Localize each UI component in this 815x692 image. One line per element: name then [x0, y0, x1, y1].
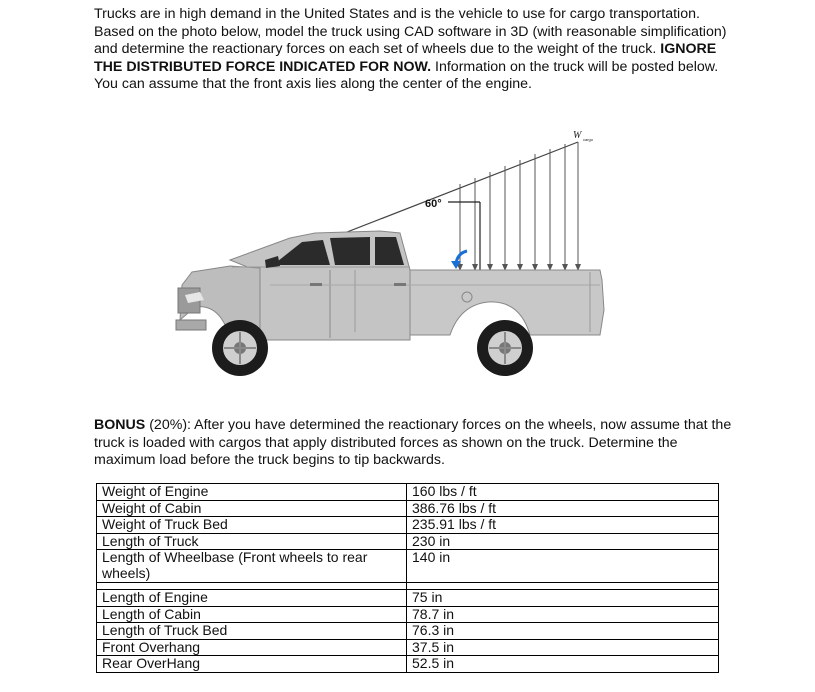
- intro-bold-instruction: IGNORE THE DISTRIBUTED FORCE INDICATED FOR NOW.: [94, 41, 717, 75]
- intro-text-end: Information on the truck will be posted below. You can assume that the front axis lies along the center of the engine.: [94, 58, 719, 93]
- table-row: [97, 484, 719, 501]
- bonus-text: (20%): After you have determined the reactionary forces on the wheels, now assume that the truck is loaded with cargos that apply distributed forces as shown on the truck. Determine the maximum load before the truck begins to tip backwards.: [94, 417, 732, 469]
- table-row: [97, 623, 719, 640]
- spec-value: 160 lbs / ft: [407, 484, 719, 501]
- table-row: [97, 606, 719, 623]
- spec-label: Length of Engine: [97, 590, 407, 607]
- intro-paragraph: [94, 6, 734, 94]
- spec-value: 37.5 in: [407, 639, 719, 656]
- truck-figure: [170, 120, 630, 395]
- spec-label: Weight of Truck Bed: [97, 517, 407, 534]
- spec-label: Front Overhang: [97, 639, 407, 656]
- load-subscript: cargo: [583, 137, 594, 142]
- table-row: [97, 590, 719, 607]
- spacer-cell: [407, 583, 719, 590]
- spec-value: 230 in: [407, 533, 719, 550]
- spec-value: 235.91 lbs / ft: [407, 517, 719, 534]
- spec-value: 52.5 in: [407, 656, 719, 673]
- spec-label: Length of Wheelbase (Front wheels to rear wheels): [97, 550, 407, 583]
- intro-text: Trucks are in high demand in the United States and is the vehicle to use for cargo transportation. Based on the photo below, model the truck using CAD software in 3D (with reasonable simplification) and determine the reactionary forces on each set of wheels due to the weight of the truck.: [94, 6, 727, 58]
- spec-label: Length of Truck: [97, 533, 407, 550]
- spec-label: Length of Truck Bed: [97, 623, 407, 640]
- spec-value: 75 in: [407, 590, 719, 607]
- spec-value: 78.7 in: [407, 606, 719, 623]
- table-row: [97, 517, 719, 534]
- bonus-label: BONUS: [94, 417, 146, 433]
- front-wheel: [212, 320, 268, 376]
- bonus-paragraph: [94, 417, 734, 470]
- truck-spec-table: [96, 483, 719, 673]
- spec-label: Length of Cabin: [97, 606, 407, 623]
- spec-value: 386.76 lbs / ft: [407, 500, 719, 517]
- table-row: [97, 656, 719, 673]
- pickup-truck: [176, 231, 604, 376]
- spec-label: Rear OverHang: [97, 656, 407, 673]
- spec-value: 76.3 in: [407, 623, 719, 640]
- rear-wheel: [477, 320, 533, 376]
- spec-value: 140 in: [407, 550, 719, 583]
- table-row: [97, 639, 719, 656]
- table-row: [97, 533, 719, 550]
- table-row: [97, 550, 719, 583]
- angle-label: 60°: [425, 198, 442, 210]
- load-label: W: [573, 130, 582, 141]
- spec-label: Weight of Cabin: [97, 500, 407, 517]
- angle-marker: [425, 198, 480, 270]
- table-row: [97, 500, 719, 517]
- spec-label: Weight of Engine: [97, 484, 407, 501]
